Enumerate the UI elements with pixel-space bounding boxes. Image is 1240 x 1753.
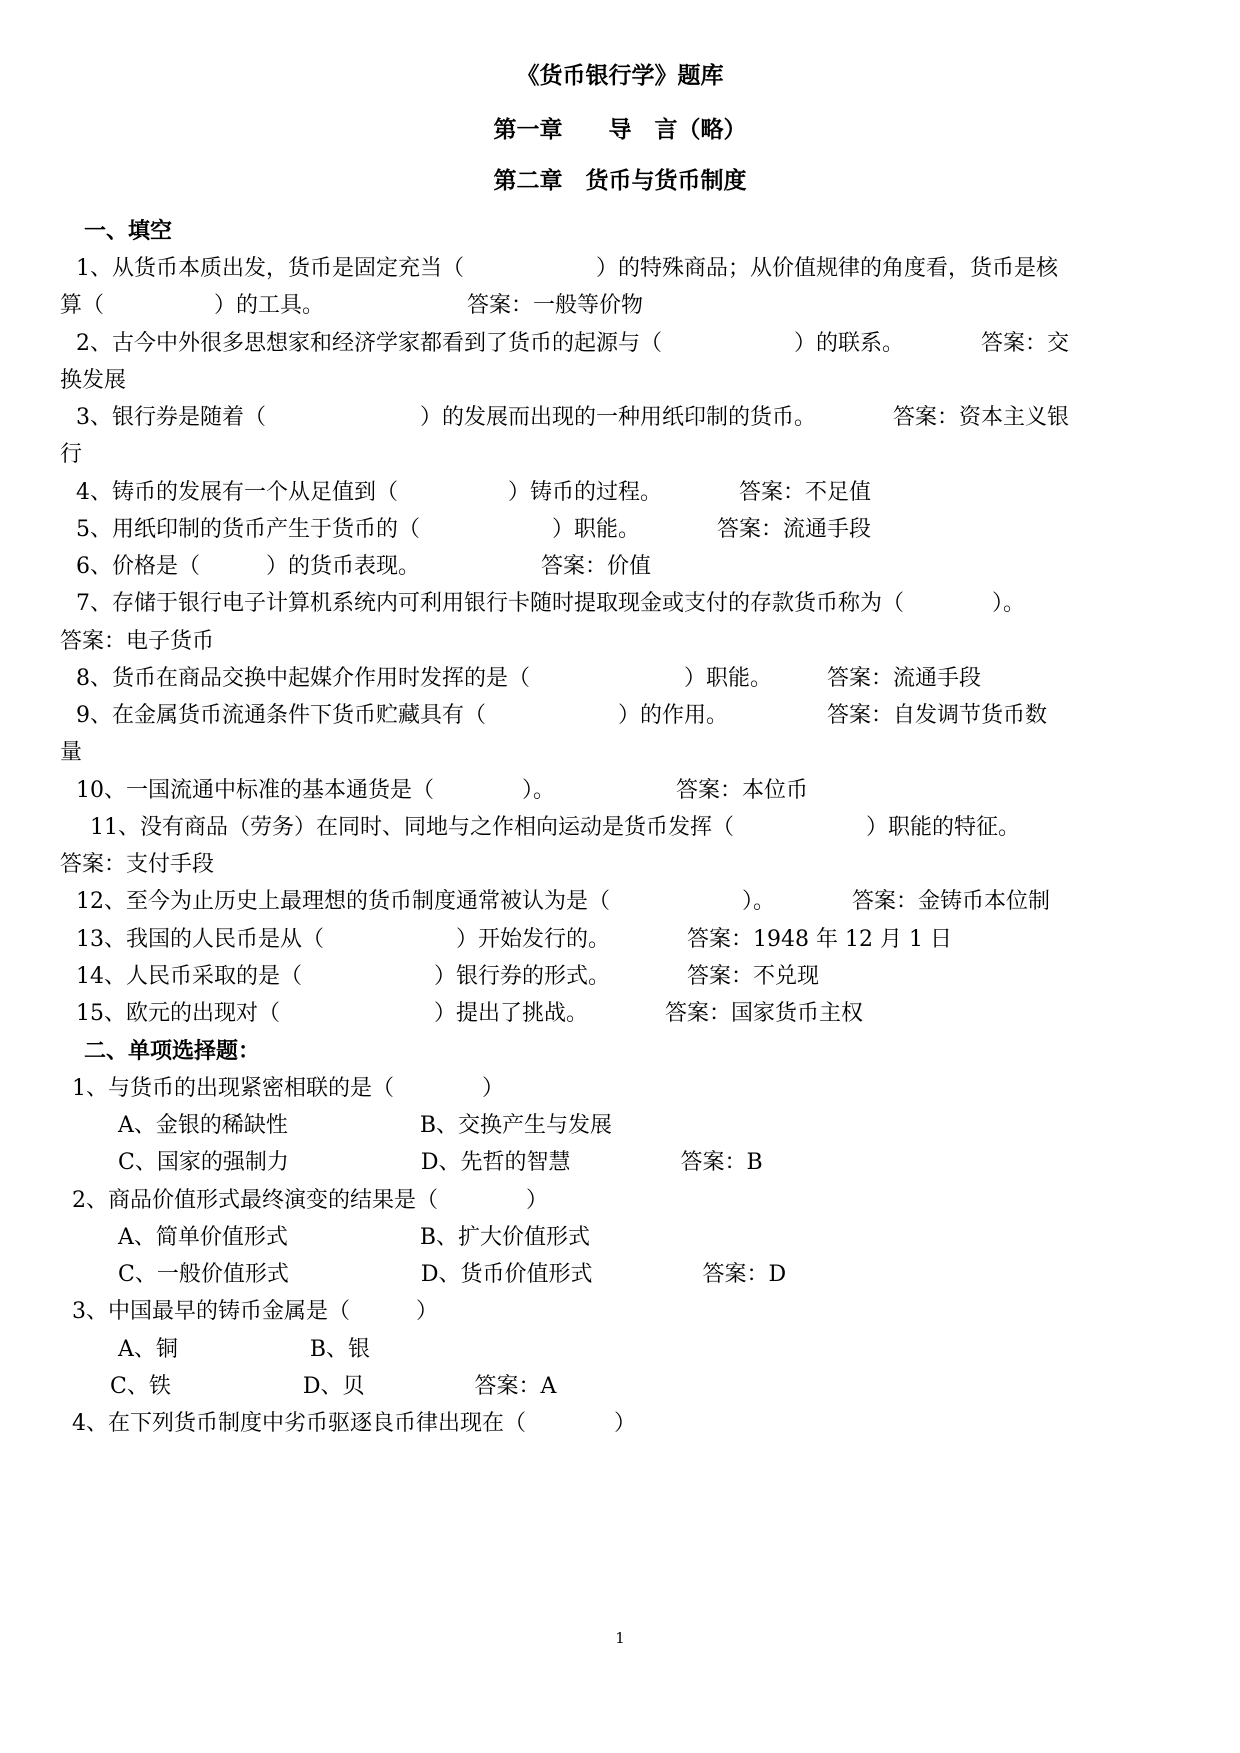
fill-q7-line2: 答案：电子货币 (60, 629, 215, 654)
fill-q14: 14、人民币采取的是（ ）银行券的形式。 答案：不兑现 (76, 964, 819, 989)
page-number: 1 (615, 1629, 625, 1647)
fill-q9-line1: 9、在金属货币流通条件下货币贮藏具有（ ）的作用。 答案：自发调节货币数 (76, 703, 1048, 728)
choice-q4-stem: 4、在下列货币制度中劣币驱逐良币律出现在（ ） (72, 1411, 636, 1436)
document-title: 《货币银行学》题库 (516, 63, 724, 89)
fill-q3-line2: 行 (60, 442, 83, 467)
fill-q12: 12、至今为止历史上最理想的货币制度通常被认为是（ ）。 答案：金铸币本位制 (76, 889, 1050, 914)
choice-q2-options-row1: A、简单价值形式 B、扩大价值形式 (118, 1225, 591, 1250)
fill-q5: 5、用纸印制的货币产生于货币的（ ）职能。 答案：流通手段 (76, 517, 871, 542)
choice-q3-options-row2: C、铁 D、贝 答案：A (110, 1374, 557, 1399)
choice-q3-stem: 3、中国最早的铸币金属是（ ） (72, 1299, 438, 1324)
fill-blank-heading: 一、填空 (84, 219, 173, 244)
choice-q1-stem: 1、与货币的出现紧密相联的是（ ） (72, 1076, 504, 1101)
fill-q2-line1: 2、古今中外很多思想家和经济学家都看到了货币的起源与（ ）的联系。 答案：交 (76, 331, 1070, 356)
fill-q8: 8、货币在商品交换中起媒介作用时发挥的是（ ）职能。 答案：流通手段 (76, 666, 982, 691)
choice-q1-options-row2: C、国家的强制力 D、先哲的智慧 答案：B (118, 1150, 763, 1175)
fill-q13: 13、我国的人民币是从（ ）开始发行的。 答案：1948 年 12 月 1 日 (76, 927, 952, 952)
choice-q2-options-row2: C、一般价值形式 D、货币价值形式 答案：D (118, 1262, 787, 1287)
fill-q11-line2: 答案：支付手段 (60, 852, 215, 877)
fill-q1-line1: 1、从货币本质出发，货币是固定充当（ ）的特殊商品；从价值规律的角度看，货币是核 (76, 256, 1059, 281)
fill-q10: 10、一国流通中标准的基本通货是（ ）。 答案：本位币 (76, 778, 808, 803)
choice-q1-options-row1: A、金银的稀缺性 B、交换产生与发展 (118, 1113, 613, 1138)
fill-q15: 15、欧元的出现对（ ）提出了挑战。 答案：国家货币主权 (76, 1001, 863, 1026)
fill-q9-line2: 量 (60, 740, 83, 765)
choice-q2-stem: 2、商品价值形式最终演变的结果是（ ） (72, 1188, 548, 1213)
choice-q3-options-row1: A、铜 B、银 (118, 1337, 371, 1362)
fill-q6: 6、价格是（ ）的货币表现。 答案：价值 (76, 554, 651, 579)
fill-q3-line1: 3、银行券是随着（ ）的发展而出现的一种用纸印制的货币。 答案：资本主义银 (76, 405, 1070, 430)
chapter-1-heading: 第一章 导 言（略） (493, 117, 747, 143)
chapter-2-heading: 第二章 货币与货币制度 (493, 168, 747, 194)
fill-q2-line2: 换发展 (60, 368, 127, 393)
fill-q1-line2: 算（ ）的工具。 答案：一般等价物 (60, 293, 644, 318)
single-choice-heading: 二、单项选择题： (84, 1039, 261, 1064)
fill-q7-line1: 7、存储于银行电子计算机系统内可利用银行卡随时提取现金或支付的存款货币称为（ ）。 (76, 591, 1026, 616)
fill-q4: 4、铸币的发展有一个从足值到（ ）铸币的过程。 答案：不足值 (76, 480, 871, 505)
fill-q11-line1: 11、没有商品（劳务）在同时、同地与之作相向运动是货币发挥（ ）职能的特征。 (90, 815, 1020, 840)
